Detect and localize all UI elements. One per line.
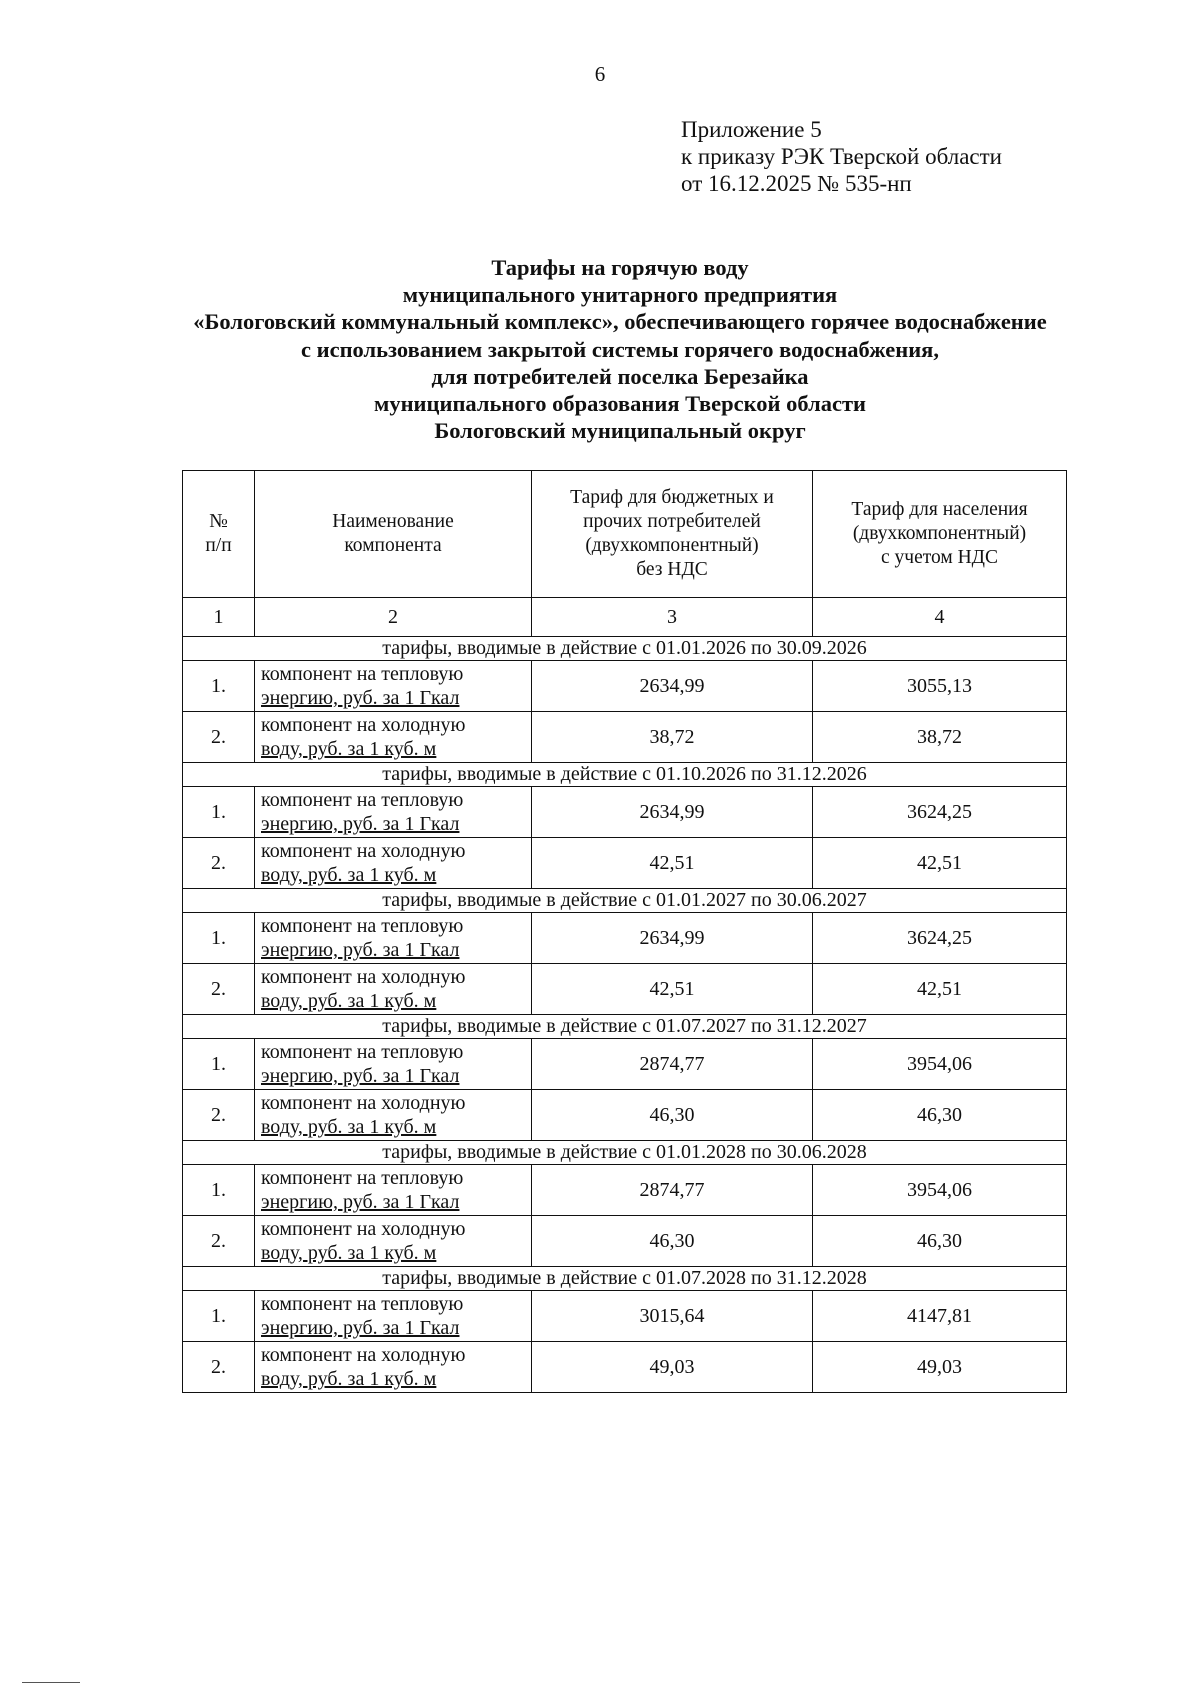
component-name-line: компонент на холодную	[261, 1218, 466, 1240]
table-row	[183, 1291, 1067, 1342]
component-name-line: компонент на тепловую	[261, 1293, 464, 1315]
header-text: без НДС	[636, 559, 708, 580]
component-unit-line: энергию, руб. за 1 Гкал	[261, 1317, 460, 1339]
budget-tariff-value: 2874,77	[532, 1039, 813, 1090]
row-number: 1.	[183, 1291, 255, 1342]
component-name-line: компонент на тепловую	[261, 915, 464, 937]
component-unit-line: энергию, руб. за 1 Гкал	[261, 1191, 460, 1213]
period-row	[183, 1267, 1067, 1291]
column-number: 3	[532, 598, 813, 637]
header-text: с учетом НДС	[881, 547, 998, 568]
row-number: 2.	[183, 838, 255, 889]
period-label: тарифы, вводимые в действие с 01.07.2027 по 31.12.2027	[183, 1015, 1067, 1039]
population-tariff-value: 42,51	[813, 964, 1067, 1015]
appendix-reference	[681, 116, 1002, 197]
budget-tariff-value: 38,72	[532, 712, 813, 763]
component-name-line: компонент на холодную	[261, 714, 466, 736]
row-number: 1.	[183, 913, 255, 964]
table-row	[183, 787, 1067, 838]
period-row	[183, 637, 1067, 661]
title-line: муниципального образования Тверской области	[374, 391, 866, 417]
component-name	[255, 1216, 532, 1267]
budget-tariff-value: 46,30	[532, 1216, 813, 1267]
column-number: 4	[813, 598, 1067, 637]
budget-tariff-value: 2634,99	[532, 913, 813, 964]
period-label: тарифы, вводимые в действие с 01.01.2026 по 30.09.2026	[183, 637, 1067, 661]
row-number: 1.	[183, 787, 255, 838]
table-row	[183, 712, 1067, 763]
appendix-line-3: от 16.12.2025 № 535-нп	[681, 171, 912, 196]
title-line: «Бологовский коммунальный комплекс», обеспечивающего горячее водоснабжение	[193, 309, 1047, 335]
component-name-line: компонент на тепловую	[261, 663, 464, 685]
component-name-line: компонент на тепловую	[261, 1167, 464, 1189]
title-line: с использованием закрытой системы горячего водоснабжения,	[301, 336, 939, 362]
component-name	[255, 838, 532, 889]
header-text: (двухкомпонентный)	[852, 523, 1027, 544]
component-unit-line: воду, руб. за 1 куб. м	[261, 1116, 437, 1138]
population-tariff-value: 4147,81	[813, 1291, 1067, 1342]
component-name-line: компонент на тепловую	[261, 1041, 464, 1063]
header-cell-population-tariff	[813, 471, 1067, 598]
component-name	[255, 712, 532, 763]
population-tariff-value: 3055,13	[813, 661, 1067, 712]
component-name-line: компонент на холодную	[261, 840, 466, 862]
budget-tariff-value: 46,30	[532, 1090, 813, 1141]
title-line: для потребителей поселка Березайка	[431, 363, 809, 389]
period-row	[183, 1015, 1067, 1039]
component-name-line: компонент на холодную	[261, 1092, 466, 1114]
component-name	[255, 1090, 532, 1141]
budget-tariff-value: 42,51	[532, 964, 813, 1015]
title-line: Бологовский муниципальный округ	[434, 418, 806, 444]
header-text: компонента	[344, 535, 442, 556]
header-text: №	[209, 511, 228, 532]
tariff-table-body	[183, 471, 1067, 1393]
component-unit-line: воду, руб. за 1 куб. м	[261, 1368, 437, 1390]
component-name	[255, 1165, 532, 1216]
component-name	[255, 787, 532, 838]
table-row	[183, 1216, 1067, 1267]
column-number-row	[183, 598, 1067, 637]
component-unit-line: энергию, руб. за 1 Гкал	[261, 813, 460, 835]
header-text: (двухкомпонентный)	[585, 535, 759, 556]
budget-tariff-value: 42,51	[532, 838, 813, 889]
header-cell-number	[183, 471, 255, 598]
header-cell-component	[255, 471, 532, 598]
period-row	[183, 889, 1067, 913]
table-row	[183, 1165, 1067, 1216]
component-name	[255, 1039, 532, 1090]
population-tariff-value: 3624,25	[813, 913, 1067, 964]
component-unit-line: энергию, руб. за 1 Гкал	[261, 687, 460, 709]
appendix-line-2: к приказу РЭК Тверской области	[681, 144, 1002, 169]
component-name	[255, 913, 532, 964]
row-number: 1.	[183, 1165, 255, 1216]
budget-tariff-value: 2634,99	[532, 787, 813, 838]
component-unit-line: энергию, руб. за 1 Гкал	[261, 1065, 460, 1087]
column-number: 2	[255, 598, 532, 637]
population-tariff-value: 38,72	[813, 712, 1067, 763]
table-row	[183, 913, 1067, 964]
table-row	[183, 1342, 1067, 1393]
row-number: 1.	[183, 661, 255, 712]
period-label: тарифы, вводимые в действие с 01.01.2027 по 30.06.2027	[183, 889, 1067, 913]
row-number: 2.	[183, 1216, 255, 1267]
component-unit-line: воду, руб. за 1 куб. м	[261, 738, 437, 760]
period-label: тарифы, вводимые в действие с 01.01.2028 по 30.06.2028	[183, 1141, 1067, 1165]
budget-tariff-value: 3015,64	[532, 1291, 813, 1342]
budget-tariff-value: 49,03	[532, 1342, 813, 1393]
title-line: Тарифы на горячую воду	[491, 255, 749, 280]
table-row	[183, 838, 1067, 889]
header-text: прочих потребителей	[583, 511, 761, 532]
population-tariff-value: 49,03	[813, 1342, 1067, 1393]
column-number: 1	[183, 598, 255, 637]
header-cell-budget-tariff	[532, 471, 813, 598]
population-tariff-value: 46,30	[813, 1090, 1067, 1141]
component-name-line: компонент на холодную	[261, 966, 466, 988]
component-name	[255, 1291, 532, 1342]
period-label: тарифы, вводимые в действие с 01.07.2028 по 31.12.2028	[183, 1267, 1067, 1291]
scan-mark	[22, 1682, 80, 1683]
row-number: 1.	[183, 1039, 255, 1090]
table-row	[183, 661, 1067, 712]
period-row	[183, 1141, 1067, 1165]
header-text: Тариф для населения	[851, 499, 1028, 520]
budget-tariff-value: 2874,77	[532, 1165, 813, 1216]
component-name-line: компонент на холодную	[261, 1344, 466, 1366]
header-text: Наименование	[332, 511, 454, 532]
table-row	[183, 964, 1067, 1015]
page-number: 6	[594, 62, 606, 86]
table-header-row	[183, 471, 1067, 598]
budget-tariff-value: 2634,99	[532, 661, 813, 712]
component-name-line: компонент на тепловую	[261, 789, 464, 811]
component-unit-line: воду, руб. за 1 куб. м	[261, 1242, 437, 1264]
header-text: Тариф для бюджетных и	[570, 487, 774, 508]
row-number: 2.	[183, 712, 255, 763]
row-number: 2.	[183, 1090, 255, 1141]
tariff-table	[182, 470, 1067, 1393]
header-text: п/п	[205, 535, 232, 556]
population-tariff-value: 3624,25	[813, 787, 1067, 838]
component-name	[255, 1342, 532, 1393]
row-number: 2.	[183, 964, 255, 1015]
table-row	[183, 1039, 1067, 1090]
component-unit-line: воду, руб. за 1 куб. м	[261, 864, 437, 886]
component-unit-line: энергию, руб. за 1 Гкал	[261, 939, 460, 961]
population-tariff-value: 3954,06	[813, 1039, 1067, 1090]
component-unit-line: воду, руб. за 1 куб. м	[261, 990, 437, 1012]
component-name	[255, 964, 532, 1015]
document-title	[140, 254, 1100, 444]
appendix-line-1: Приложение 5	[681, 117, 822, 142]
row-number: 2.	[183, 1342, 255, 1393]
population-tariff-value: 46,30	[813, 1216, 1067, 1267]
component-name	[255, 661, 532, 712]
population-tariff-value: 3954,06	[813, 1165, 1067, 1216]
period-row	[183, 763, 1067, 787]
period-label: тарифы, вводимые в действие с 01.10.2026 по 31.12.2026	[183, 763, 1067, 787]
table-row	[183, 1090, 1067, 1141]
population-tariff-value: 42,51	[813, 838, 1067, 889]
title-line: муниципального унитарного предприятия	[402, 282, 838, 308]
